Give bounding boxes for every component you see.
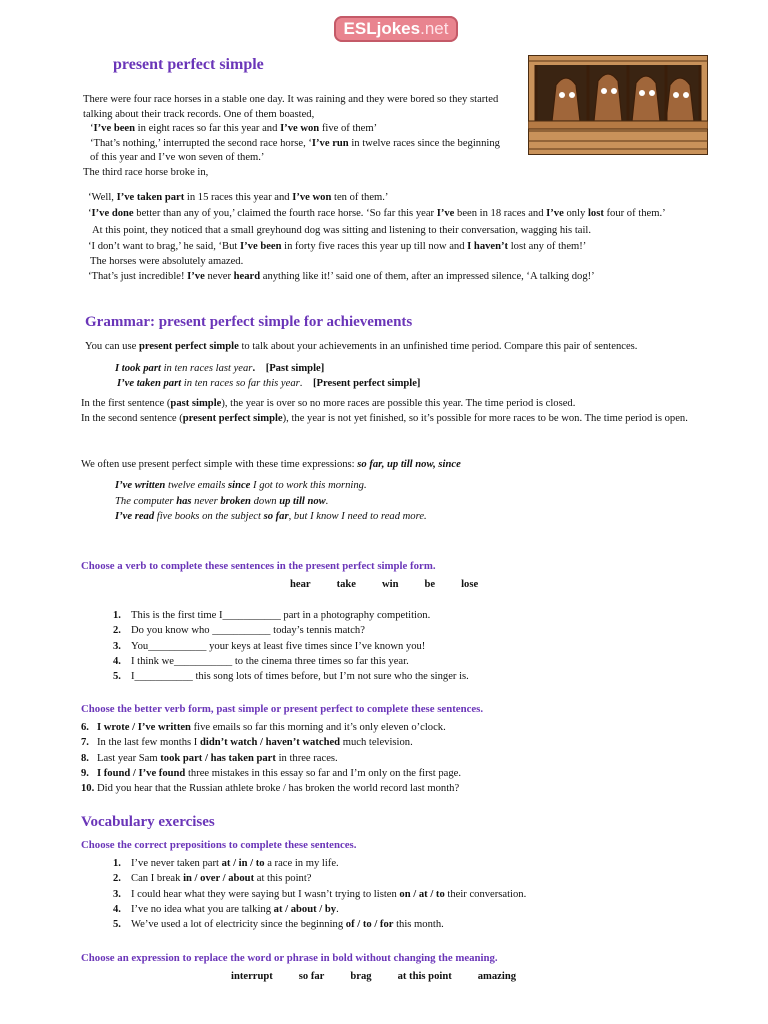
story-line: The horses were absolutely amazed. — [90, 255, 244, 267]
word-bank-item: hear — [290, 579, 311, 590]
explain-line: In the first sentence (past simple), the year is over so no more races are possible this year. The time period is closed. — [81, 398, 576, 409]
exercise1-word-bank — [290, 578, 504, 593]
exercise-item: 4. I’ve no idea what you are talking at / about / by. — [113, 903, 339, 915]
exercise2-list — [81, 720, 601, 796]
vocabulary-instruction: Choose the correct prepositions to complete these sentences. — [81, 839, 357, 851]
story-line: ‘That’s nothing,’ interrupted the second race horse, ‘I’ve run in twelve races since the beginning of this year and I’ve won seven of them.’ — [90, 137, 500, 164]
grammar-example-present: I’ve taken part in ten races so far this year. [Present perfect simple] — [117, 378, 421, 389]
story-line: ‘I don’t want to brag,’ he said, ‘But I’ve been in forty five races this year up till now and I haven’t lost any of them!’ — [88, 240, 587, 252]
grammar-intro: You can use present perfect simple to talk about your achievements in an unfinished time period. Compare this pair of sentences. — [85, 341, 638, 352]
exercise-item: 2. Do you know who ___________ today’s tennis match? — [113, 625, 365, 637]
logo-main: ESLjokes — [343, 19, 421, 38]
word-bank-item: brag — [350, 971, 372, 982]
story-line: The third race horse broke in, — [83, 166, 209, 178]
exercise-item: 3. I could hear what they were saying but I wasn’t trying to listen on / at / to their conversation. — [113, 888, 527, 900]
exercise-item: 5. I___________ this song lots of times before, but I’m not sure who the singer is. — [113, 671, 469, 683]
story-line: There were four race horses in a stable one day. It was raining and they were bored so they started talking about their track records. One of them boasted, — [83, 94, 499, 120]
word-bank-item: at this point — [397, 971, 452, 982]
story-line: ‘I’ve been in eight races so far this year and I’ve won five of them’ — [90, 123, 378, 135]
word-bank-item: interrupt — [231, 971, 273, 982]
grammar-explanation — [81, 397, 701, 426]
example-line: I’ve written twelve emails since I got to work this morning. — [115, 480, 367, 491]
story-line: At this point, they noticed that a small greyhound dog was sitting and listening to their conversation, wagging his tail. — [92, 225, 592, 237]
example-line: I’ve read five books on the subject so far, but I know I need to read more. — [115, 511, 427, 522]
word-bank-item: take — [336, 579, 357, 590]
story-line: ‘That’s just incredible! I’ve never heard anything like it!’ said one of them, after an impressed silence, ‘A talking dog!’ — [88, 271, 595, 283]
vocabulary-list — [113, 856, 593, 932]
exercise-item: 1. This is the first time I___________ part in a photography competition. — [113, 610, 431, 621]
story-part-2 — [83, 191, 708, 285]
example-line: The computer has never broken down up till now. — [115, 495, 329, 507]
word-bank-item: so far — [298, 971, 325, 982]
exercise-item: 2. Can I break in / over / about at this point? — [113, 873, 312, 885]
word-bank-item: be — [424, 579, 436, 590]
exercise-item: 6. I wrote / I’ve written five emails so far this morning and it’s only eleven o’clock. — [81, 722, 446, 733]
time-expression-examples — [115, 478, 535, 525]
exercise4-instruction: Choose an expression to replace the word or phrase in bold without changing the meaning. — [81, 952, 498, 964]
exercise-item: 4. I think we___________ to the cinema three times so far this year. — [113, 655, 409, 667]
horses-in-stable-illustration — [528, 55, 708, 155]
exercise2-instruction: Choose the better verb form, past simple or present perfect to complete these sentences. — [81, 703, 484, 715]
exercise1-instruction: Choose a verb to complete these sentences in the present perfect simple form. — [81, 560, 436, 572]
grammar-heading: Grammar: present perfect simple for achievements — [85, 314, 413, 330]
story-line: ‘I’ve done better than any of you,’ claimed the fourth race horse. ‘So far this year I’ve been in 18 races and I’ve only lost four of them.’ — [88, 207, 666, 219]
exercise-item: 9. I found / I’ve found three mistakes in this essay so far and I’m only on the first page. — [81, 767, 461, 779]
story-line: ‘Well, I’ve taken part in 15 races this year and I’ve won ten of them.’ — [88, 192, 389, 203]
exercise1-list — [113, 608, 543, 684]
exercise4-word-bank — [231, 970, 542, 985]
exercise-item: 10. Did you hear that the Russian athlete broke / has broken the world record last month? — [81, 783, 460, 795]
exercise-item: 1. I’ve never taken part at / in / to a race in my life. — [113, 858, 339, 869]
explain-line: In the second sentence (present perfect simple), the year is not yet finished, so it’s possible for more races to be won. The time period is open. — [81, 412, 688, 424]
story-part-1 — [83, 93, 508, 181]
word-bank-item: amazing — [477, 971, 517, 982]
word-bank-item: lose — [461, 579, 479, 590]
time-expressions: We often use present perfect simple with these time expressions: so far, up till now, since — [81, 459, 461, 470]
exercise-item: 8. Last year Sam took part / has taken part in three races. — [81, 752, 338, 764]
grammar-example-past: I took part in ten races last year. [Past simple] — [115, 363, 325, 374]
logo-suffix: .net — [420, 19, 449, 38]
vocabulary-heading: Vocabulary exercises — [81, 814, 215, 830]
word-bank-item: win — [382, 579, 399, 590]
site-logo — [334, 16, 458, 42]
page-title: present perfect simple — [113, 56, 264, 73]
exercise-item: 3. You___________ your keys at least five times since I’ve known you! — [113, 640, 426, 652]
exercise-item: 5. We’ve used a lot of electricity since the beginning of / to / for this month. — [113, 919, 444, 931]
exercise-item: 7. In the last few months I didn’t watch / haven’t watched much television. — [81, 737, 413, 749]
